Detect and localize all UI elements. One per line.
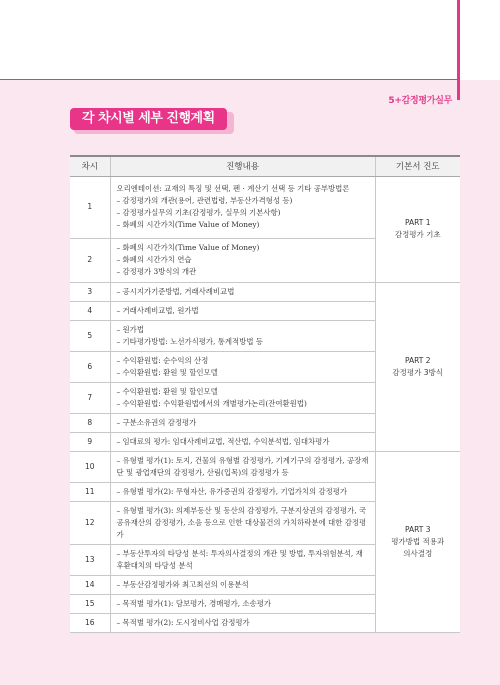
session-content: [110, 544, 375, 575]
content-line: – 유형별 평가(1): 토지, 건물의 유형별 감정평가, 기계기구의 감정평가, 공장재단 및 광업재단의 감정평가, 산림(입목)의 감정평가 등: [116, 455, 369, 477]
session-content: [110, 320, 375, 351]
session-number: 2: [70, 238, 110, 282]
part-subtitle: 의사결정: [403, 548, 433, 558]
table-row: [70, 176, 460, 238]
content-line: – 부동산투자의 타당성 분석: 투자의사결정의 개관 및 방법, 투자위험분석, 재후환대치의 타당성 분석: [116, 548, 363, 570]
session-content: [110, 238, 375, 282]
session-number: 14: [70, 575, 110, 594]
schedule-table: [70, 155, 460, 633]
content-line: – 화폐의 시간가치 연습: [116, 255, 192, 264]
content-line: – 화폐의 시간가치(Time Value of Money): [116, 220, 260, 229]
table-row: [70, 451, 460, 482]
header-part: 기본서 진도: [375, 156, 460, 176]
part-subtitle: 감정평가 3방식: [392, 367, 444, 377]
table-header-row: [70, 156, 460, 176]
session-content: [110, 413, 375, 432]
session-number: 11: [70, 482, 110, 501]
content-line: – 감정평가의 개관(용어, 관련법령, 부동산가격형성 등): [116, 196, 293, 205]
part-title: PART 3: [404, 524, 431, 534]
session-number: 15: [70, 594, 110, 613]
session-number: 1: [70, 176, 110, 238]
table-row: [70, 282, 460, 301]
header-content: 진행내용: [110, 156, 375, 176]
session-number: 12: [70, 501, 110, 544]
section-tag: 5+감정평가실무: [388, 96, 452, 106]
session-number: 8: [70, 413, 110, 432]
session-content: [110, 432, 375, 451]
chapter-marker: [457, 0, 460, 100]
session-content: [110, 575, 375, 594]
session-number: 16: [70, 613, 110, 632]
part-cell: [375, 176, 460, 282]
session-number: 4: [70, 301, 110, 320]
content-line: – 화폐의 시간가치(Time Value of Money): [116, 243, 260, 252]
session-content: [110, 501, 375, 544]
session-number: 3: [70, 282, 110, 301]
session-number: 10: [70, 451, 110, 482]
part-subtitle: 감정평가 기초: [394, 230, 441, 239]
content-line: – 유형별 평가(3): 의제부동산 및 동산의 감정평가, 구분지상권의 감정평가, 국공유재산의 감정평가, 소음 등으로 인한 대상물건의 가치하락분에 대한 감정평가: [116, 505, 367, 539]
content-line: 오리엔테이션: 교재의 특징 및 선택, 펜 · 계산기 선택 등 기타 공부방법론: [116, 184, 350, 193]
content-line: – 수익환원법: 환원 및 할인모델: [116, 367, 218, 377]
part-title: PART 1: [404, 218, 431, 227]
session-number: 9: [70, 432, 110, 451]
session-content: [110, 482, 375, 501]
session-number: 5: [70, 320, 110, 351]
content-line: – 유형별 평가(2): 무형자산, 유가증권의 감정평가, 기업가치의 감정평가: [116, 486, 348, 496]
part-cell: [375, 451, 460, 632]
session-content: [110, 282, 375, 301]
content-line: – 원가법: [116, 324, 144, 334]
session-content: [110, 594, 375, 613]
session-content: [110, 382, 375, 413]
header-rule: [0, 79, 458, 80]
session-content: [110, 351, 375, 382]
content-line: – 수익환원법: 순수익의 산정: [116, 355, 209, 365]
content-line: – 수익환원법: 수익환원법에서의 개별평가논리(잔여환원법): [116, 398, 307, 408]
page-title: 각 차시별 세부 진행계획: [70, 108, 227, 130]
content-line: – 목적별 평가(1): 담보평가, 경매평가, 소송평가: [116, 598, 271, 608]
part-subtitle: 평가방법 적용과: [391, 536, 445, 546]
session-content: [110, 301, 375, 320]
header-session: 차시: [70, 156, 110, 176]
content-line: – 부동산감정평가와 최고최선의 이용분석: [116, 579, 249, 589]
session-content: [110, 176, 375, 238]
content-line: – 거래사례비교법, 원가법: [116, 305, 199, 315]
session-content: [110, 451, 375, 482]
session-number: 6: [70, 351, 110, 382]
content-line: – 감정평가 3방식의 개관: [116, 267, 197, 276]
session-number: 7: [70, 382, 110, 413]
part-title: PART 2: [404, 355, 431, 365]
content-line: – 목적별 평가(2): 도시정비사업 감정평가: [116, 617, 250, 627]
session-number: 13: [70, 544, 110, 575]
content-line: – 구분소유권의 감정평가: [116, 417, 197, 427]
content-line: – 공시지가기준방법, 거래사례비교법: [116, 286, 235, 296]
content-line: – 임대료의 평가: 임대사례비교법, 적산법, 수익분석법, 임대차평가: [116, 436, 330, 446]
session-content: [110, 613, 375, 632]
content-line: – 수익환원법: 환원 및 할인모델: [116, 386, 218, 396]
part-cell: [375, 282, 460, 451]
content-line: – 기타평가방법: 노선가식평가, 통계적방법 등: [116, 336, 263, 346]
content-line: – 감정평가실무의 기초(감정평가, 실무의 기본사항): [116, 208, 281, 217]
